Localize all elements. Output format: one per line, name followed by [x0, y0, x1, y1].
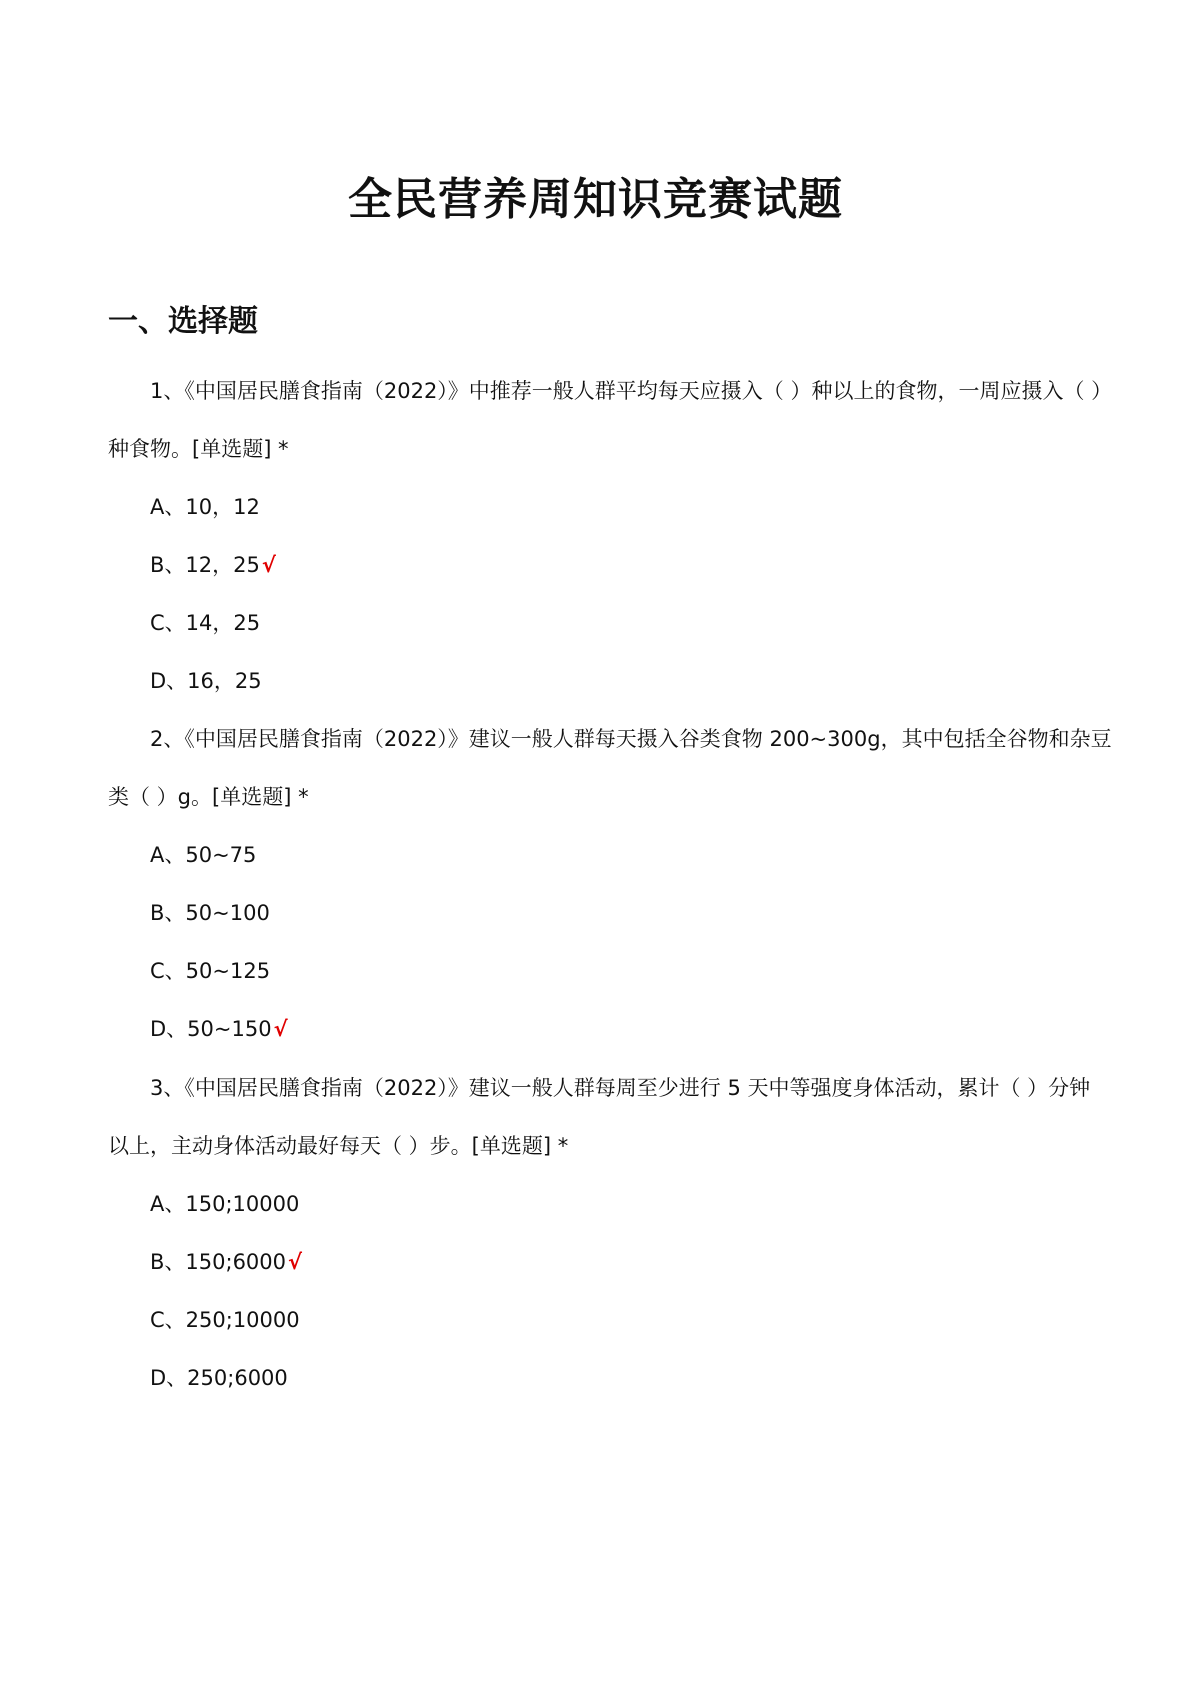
option-label: C、14，25 [150, 611, 261, 635]
option-label: A、50~75 [150, 843, 257, 867]
question-3-option-b [150, 1247, 302, 1277]
question-1-option-b [150, 550, 276, 580]
question-2-text-line-1: 2、《中国居民膳食指南（2022）》建议一般人群每天摄入谷类食物 200~300g，其中包括全谷物和杂豆 [150, 727, 1112, 751]
question-3-option-c [150, 1305, 302, 1335]
option-label: A、10，12 [150, 495, 260, 519]
option-label: B、50~100 [150, 901, 270, 925]
question-1-option-a [150, 492, 262, 522]
option-label: D、16，25 [150, 669, 262, 693]
option-label: C、50~125 [150, 959, 271, 983]
question-1-text-line-1: 1、《中国居民膳食指南（2022）》中推荐一般人群平均每天应摄入（ ）种以上的食物，一周应摄入（ ） [150, 379, 1113, 403]
option-label: D、250;6000 [150, 1366, 288, 1390]
correct-answer-check-icon: √ [288, 1250, 303, 1274]
section-heading: 一、选择题 [108, 304, 258, 339]
option-label: D、50~150 [150, 1017, 272, 1041]
option-label: B、150;6000 [150, 1250, 287, 1274]
question-2-option-a [150, 840, 258, 870]
question-2-option-c [150, 956, 272, 986]
question-1-option-d [150, 666, 264, 696]
question-1-option-c [150, 608, 262, 638]
correct-answer-check-icon: √ [273, 1017, 288, 1041]
question-2-option-d [150, 1014, 288, 1044]
question-3-option-d [150, 1363, 290, 1393]
correct-answer-check-icon: √ [261, 553, 276, 577]
question-3-text-line-2: 以上，主动身体活动最好每天（ ）步。[单选题] * [108, 1134, 569, 1158]
question-1-text-line-2: 种食物。[单选题] * [108, 437, 289, 461]
question-3-option-a [150, 1189, 301, 1219]
question-2-text-line-2: 类（ ）g。[单选题] * [108, 785, 309, 809]
question-2-option-b [150, 898, 272, 928]
option-label: B、12，25 [150, 553, 260, 577]
option-label: C、250;10000 [150, 1308, 300, 1332]
option-label: A、150;10000 [150, 1192, 300, 1216]
question-3-text-line-1: 3、《中国居民膳食指南（2022）》建议一般人群每周至少进行 5 天中等强度身体活动，累计（ ）分钟 [150, 1076, 1091, 1100]
document-title: 全民营养周知识竞赛试题 [348, 174, 843, 225]
